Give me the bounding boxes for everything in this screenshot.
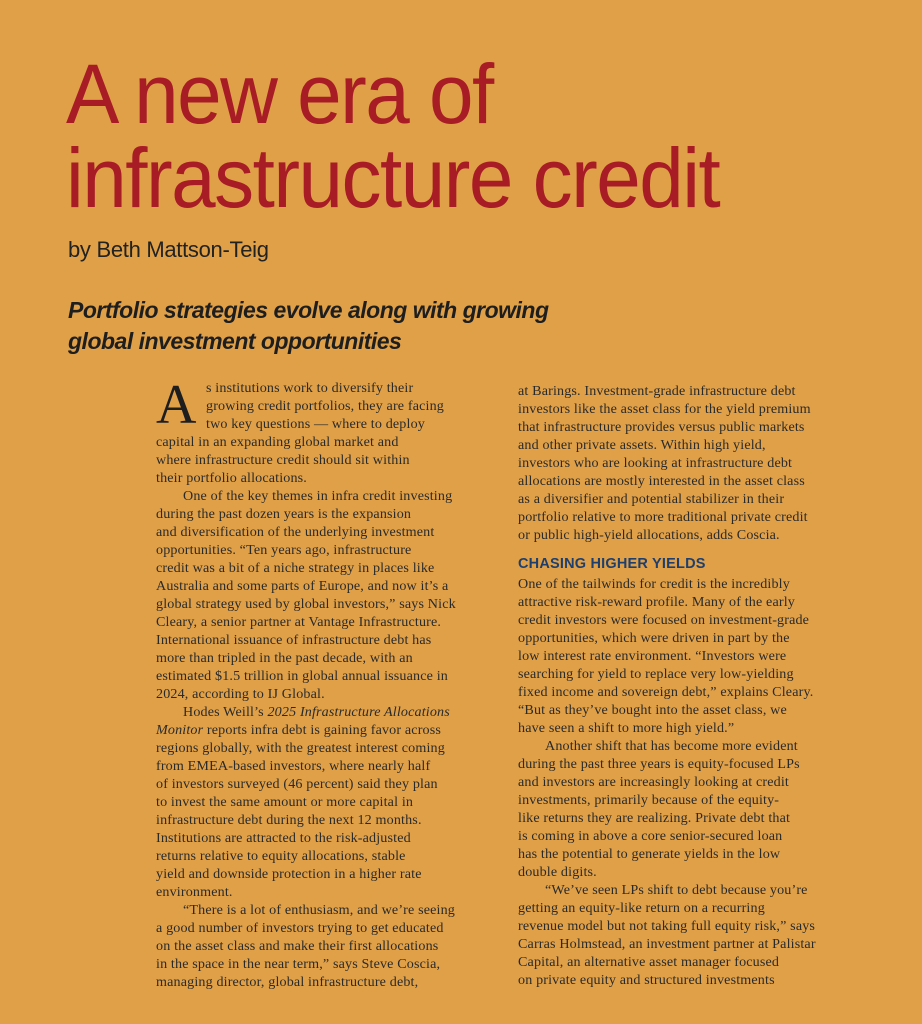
paragraph xyxy=(156,901,496,991)
text-line: opportunities, which were driven in part by the xyxy=(518,630,790,646)
text-line: International issuance of infrastructure debt has xyxy=(156,632,432,648)
text-line: Another shift that has become more evident xyxy=(545,738,798,754)
text-line: double digits. xyxy=(518,864,597,880)
headline-line: A new era of xyxy=(66,46,493,142)
deck-line: Portfolio strategies evolve along with growing xyxy=(68,297,549,323)
section-subhead: CHASING HIGHER YIELDS xyxy=(518,556,706,572)
text-line: on private equity and structured investments xyxy=(518,972,775,988)
text-line: credit investors were focused on investment-grade xyxy=(518,612,810,628)
text-line: portfolio relative to more traditional private credit xyxy=(518,509,808,525)
text-line: or public high-yield allocations, adds Coscia. xyxy=(518,527,780,543)
text-line: investors like the asset class for the yield premium xyxy=(518,401,811,417)
paragraph xyxy=(156,703,496,901)
text-line: two key questions — where to deploy xyxy=(206,416,425,432)
text-run: Hodes Weill’s xyxy=(183,704,268,720)
paragraph xyxy=(518,575,858,737)
text-line: investors who are looking at infrastructure debt xyxy=(518,455,793,471)
text-line: infrastructure debt during the next 12 months. xyxy=(156,812,422,828)
text-line: low interest rate environment. “Investors were xyxy=(518,648,787,664)
intro-paragraph xyxy=(156,374,496,487)
text-line: at Barings. Investment-grade infrastructure debt xyxy=(518,383,796,399)
text-line xyxy=(156,721,496,739)
text-line: and diversification of the underlying investment xyxy=(156,524,435,540)
text-line: “But as they’ve bought into the asset class, we xyxy=(518,702,787,718)
text-line: opportunities. “Ten years ago, infrastructure xyxy=(156,542,412,558)
text-line: One of the tailwinds for credit is the incredibly xyxy=(518,576,790,592)
article-headline xyxy=(66,46,906,225)
text-line: as a diversifier and potential stabilizer in their xyxy=(518,491,785,507)
text-line: estimated $1.5 trillion in global annual issuance in xyxy=(156,668,448,684)
text-line: returns relative to equity allocations, stable xyxy=(156,848,406,864)
text-line: Institutions are attracted to the risk-adjusted xyxy=(156,830,411,846)
text-line: and other private assets. Within high yield, xyxy=(518,437,766,453)
paragraph xyxy=(156,487,496,703)
body-column-right xyxy=(518,382,858,989)
text-line: investments, primarily because of the equity- xyxy=(518,792,780,808)
text-line: growing credit portfolios, they are facing xyxy=(206,398,444,414)
text-line: capital in an expanding global market and xyxy=(156,434,399,450)
text-line: of investors surveyed (46 percent) said they plan xyxy=(156,776,438,792)
text-line xyxy=(156,703,496,721)
paragraph xyxy=(518,881,858,989)
text-line: Capital, an alternative asset manager focused xyxy=(518,954,780,970)
body-column-left xyxy=(156,374,496,991)
text-line: where infrastructure credit should sit within xyxy=(156,452,410,468)
text-line: s institutions work to diversify their xyxy=(206,380,414,396)
text-line: a good number of investors trying to get educated xyxy=(156,920,444,936)
text-line: on the asset class and make their first allocations xyxy=(156,938,439,954)
text-line: from EMEA-based investors, where nearly half xyxy=(156,758,431,774)
headline-line: infrastructure credit xyxy=(66,130,720,225)
text-line: credit was a bit of a niche strategy in places like xyxy=(156,560,435,576)
text-line: their portfolio allocations. xyxy=(156,470,307,486)
article-deck xyxy=(68,295,588,357)
drop-cap: A xyxy=(156,374,197,436)
paragraph xyxy=(518,382,858,544)
text-line: fixed income and sovereign debt,” explains Cleary. xyxy=(518,684,814,700)
text-line: in the space in the near term,” says Steve Coscia, xyxy=(156,956,441,972)
text-line: environment. xyxy=(156,884,233,900)
text-line: more than tripled in the past decade, with an xyxy=(156,650,413,666)
text-line: is coming in above a core senior-secured loan xyxy=(518,828,783,844)
text-line: that infrastructure provides versus public markets xyxy=(518,419,805,435)
text-line: managing director, global infrastructure debt, xyxy=(156,974,419,990)
deck-line: global investment opportunities xyxy=(68,328,402,354)
text-line: searching for yield to replace very low-yielding xyxy=(518,666,794,682)
text-line: to invest the same amount or more capital in xyxy=(156,794,414,810)
text-line: 2024, according to IJ Global. xyxy=(156,686,325,702)
report-title: 2025 Infrastructure Allocations xyxy=(267,704,450,720)
report-title: Monitor xyxy=(156,722,204,738)
text-run: reports infra debt is gaining favor across xyxy=(203,722,442,738)
text-line: Carras Holmstead, an investment partner at Palistar xyxy=(518,936,816,952)
byline: by Beth Mattson-Teig xyxy=(68,237,269,262)
text-line: regions globally, with the greatest interest coming xyxy=(156,740,445,756)
paragraph xyxy=(518,737,858,881)
text-line: have seen a shift to more high yield.” xyxy=(518,720,735,736)
text-line: One of the key themes in infra credit investing xyxy=(183,488,453,504)
text-line: attractive risk-reward profile. Many of the early xyxy=(518,594,795,610)
text-line: “We’ve seen LPs shift to debt because you’re xyxy=(545,882,808,898)
text-line: “There is a lot of enthusiasm, and we’re seeing xyxy=(183,902,455,918)
text-line: Australia and some parts of Europe, and now it’s a xyxy=(156,578,449,594)
text-line: global strategy used by global investors,” says Nick xyxy=(156,596,456,612)
text-line: during the past dozen years is the expansion xyxy=(156,506,412,522)
text-line: like returns they are realizing. Private debt that xyxy=(518,810,791,826)
text-line: revenue model but not taking full equity risk,” says xyxy=(518,918,816,934)
text-line: during the past three years is equity-focused LPs xyxy=(518,756,800,772)
text-line: has the potential to generate yields in the low xyxy=(518,846,781,862)
text-line: getting an equity-like return on a recurring xyxy=(518,900,765,916)
text-line: and investors are increasingly looking at credit xyxy=(518,774,789,790)
text-line: Cleary, a senior partner at Vantage Infrastructure. xyxy=(156,614,442,630)
text-line: yield and downside protection in a higher rate xyxy=(156,866,422,882)
text-line: allocations are mostly interested in the asset class xyxy=(518,473,805,489)
